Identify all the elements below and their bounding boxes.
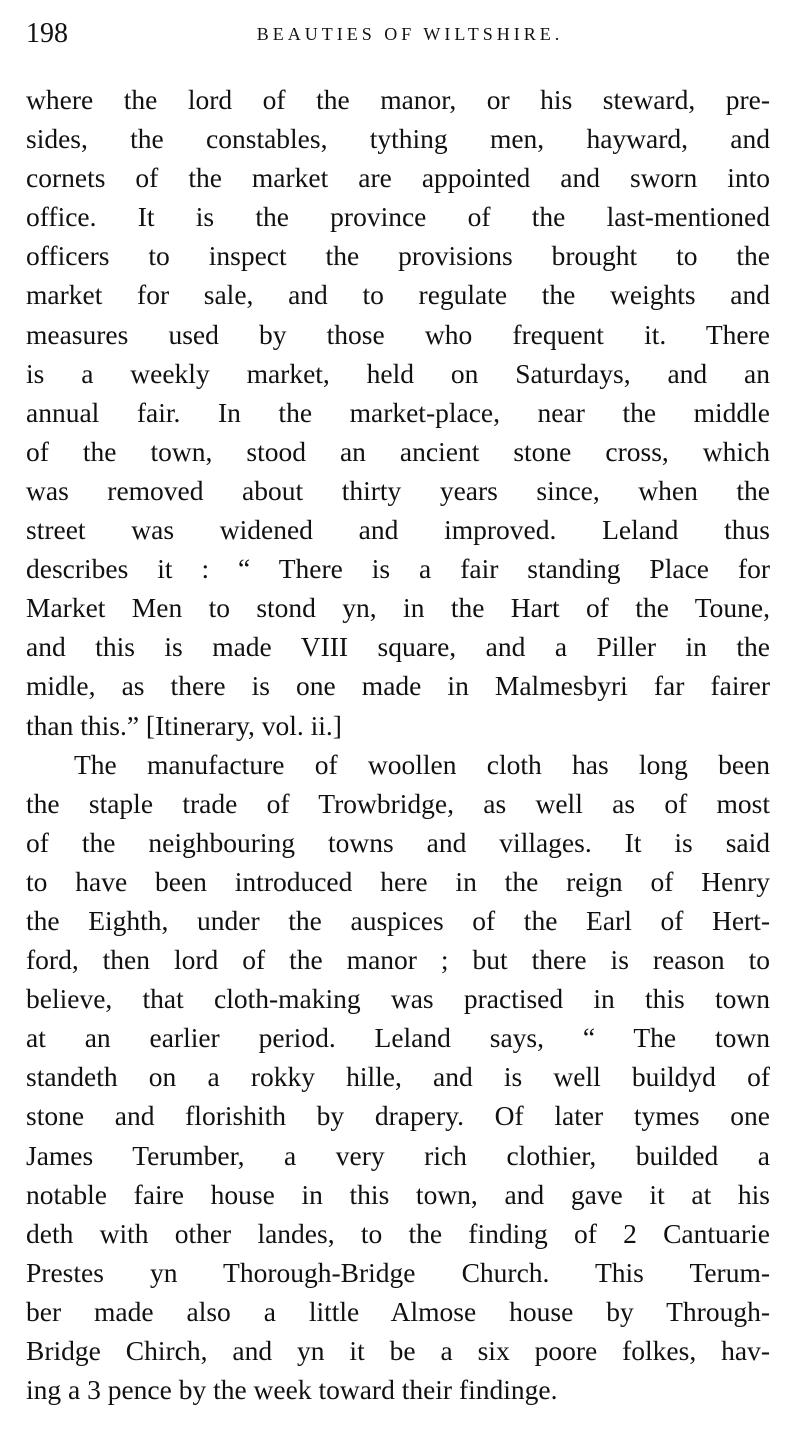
text-line: Market Men to stond yn, in the Hart of the Toune,: [26, 592, 770, 624]
running-title: BEAUTIES OF WILTSHIRE.: [256, 24, 564, 44]
page-number: 198: [26, 18, 68, 49]
text-line: measures used by those who frequent it. There: [26, 318, 770, 350]
text-line: the staple trade of Trowbridge, as well as of most: [26, 787, 770, 819]
text-line: where the lord of the manor, or his steward, pre-: [26, 84, 770, 115]
text-line: Prestes yn Thorough-Bridge Church. This Terum-: [26, 1256, 770, 1288]
text-line: and this is made VIII square, and a Piller in the: [26, 631, 770, 663]
text-line: ing a 3 pence by the week toward their findinge.: [26, 1374, 558, 1406]
running-head: [26, 14, 774, 54]
body-text: [26, 80, 770, 1409]
text-line: sides, the constables, tything men, hayward, and: [26, 123, 770, 155]
text-line: ber made also a little Almose house by Through-: [26, 1295, 770, 1327]
text-line: Bridge Chirch, and yn it be a six poore folkes, hav-: [26, 1335, 770, 1366]
text-line: than this.” [Itinerary, vol. ii.]: [26, 709, 342, 741]
text-line: the Eighth, under the auspices of the Earl of Hert-: [26, 904, 770, 936]
text-line: of the town, stood an ancient stone cross, which: [26, 435, 770, 467]
text-line: deth with other landes, to the finding of 2 Cantuarie: [26, 1217, 770, 1249]
text-line: to have been introduced here in the reign of Henry: [26, 865, 770, 897]
text-line: notable faire house in this town, and gave it at his: [26, 1178, 770, 1210]
text-line: at an earlier period. Leland says, “ The town: [26, 1022, 770, 1054]
text-line: believe, that cloth-making was practised in this town: [26, 983, 770, 1015]
text-line: annual fair. In the market-place, near the middle: [26, 396, 770, 428]
text-line: office. It is the province of the last-mentioned: [26, 201, 770, 233]
text-line: midle, as there is one made in Malmesbyri far fairer: [26, 670, 770, 702]
text-line: was removed about thirty years since, when the: [26, 474, 770, 506]
text-line: officers to inspect the provisions brought to the: [26, 240, 770, 272]
paragraph: [26, 745, 770, 1410]
text-line: street was widened and improved. Leland thus: [26, 514, 770, 546]
text-line: stone and florishith by drapery. Of later tymes one: [26, 1100, 770, 1132]
paragraph: [26, 80, 770, 745]
text-line: describes it : “ There is a fair standing Place for: [26, 553, 770, 585]
text-line: of the neighbouring towns and villages. It is said: [26, 826, 770, 858]
text-line: standeth on a rokky hille, and is well buildyd of: [26, 1061, 770, 1093]
text-line: ford, then lord of the manor ; but there is reason to: [26, 944, 770, 976]
text-line: market for sale, and to regulate the weights and: [26, 279, 770, 311]
text-line: cornets of the market are appointed and sworn into: [26, 162, 770, 194]
text-line: is a weekly market, held on Saturdays, and an: [26, 357, 770, 389]
text-line: James Terumber, a very rich clothier, builded a: [26, 1139, 770, 1171]
text-line: The manufacture of woollen cloth has long been: [74, 748, 770, 780]
